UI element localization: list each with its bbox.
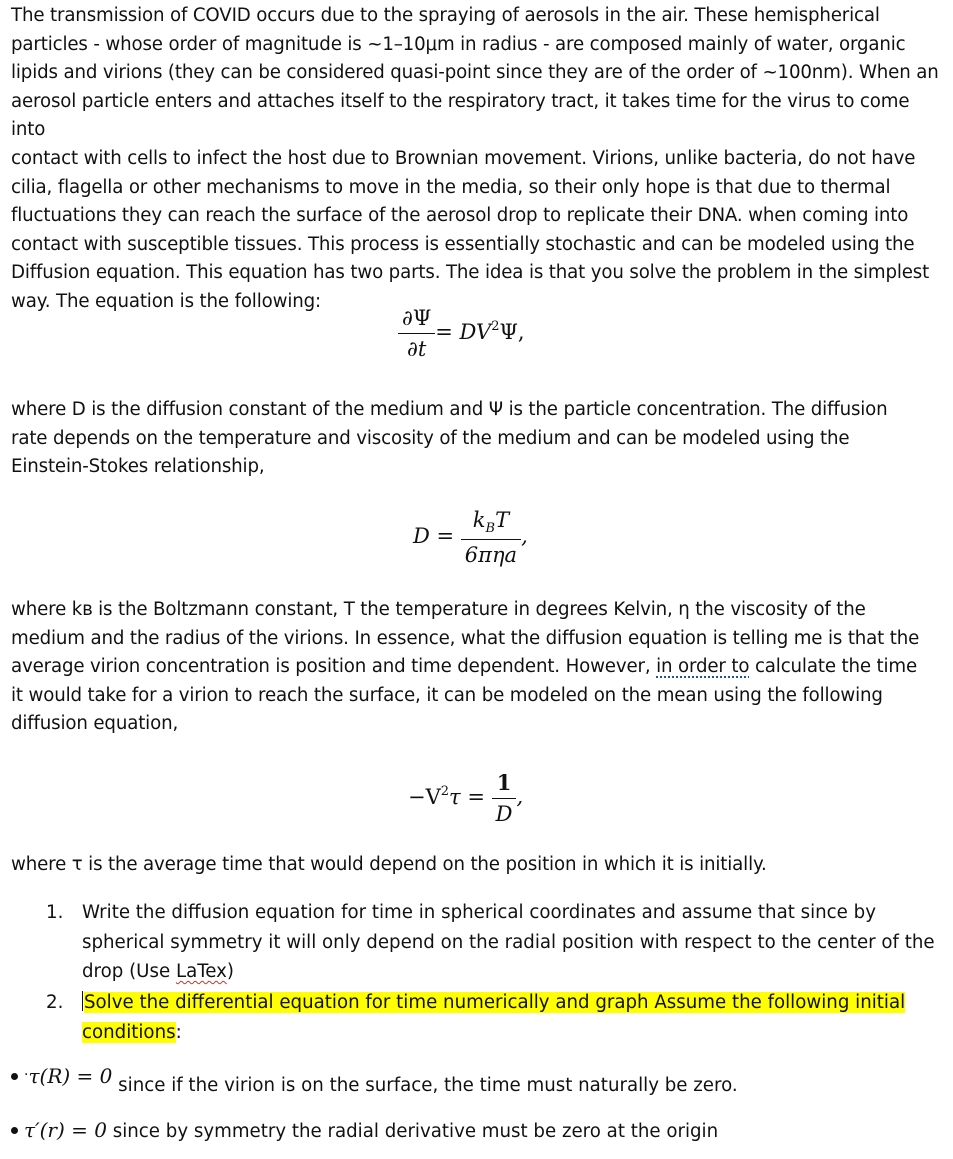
intro-line: The transmission of COVID occurs due to the spraying of aerosols in the air. These hemispherical bbox=[11, 5, 880, 26]
eq1-denominator: ∂t bbox=[406, 337, 427, 361]
eq3-trail: , bbox=[516, 784, 524, 809]
eq1-fraction bbox=[398, 306, 435, 361]
eq1-rhs-post: Ψ, bbox=[499, 320, 525, 344]
intro-line: particles - whose order of magnitude is ~1–10μm in radius - are composed mainly of water, organic bbox=[11, 33, 906, 55]
text-cursor bbox=[82, 991, 83, 1011]
list-item-1-marker: 1. bbox=[46, 902, 64, 923]
bullet-item bbox=[11, 1118, 941, 1142]
bullet-dot-icon bbox=[11, 1127, 18, 1134]
list-item-2-line-1 bbox=[82, 988, 942, 1018]
intro-line: cilia, flagella or other mechanisms to move in the media, so their only hope is that due to thermal bbox=[11, 176, 891, 198]
bullet-item bbox=[11, 1064, 941, 1096]
eq1-rhs-pre: = DV bbox=[435, 320, 492, 344]
intro-line: Diffusion equation. This equation has two parts. The idea is that you solve the problem in the simplest bbox=[11, 262, 930, 284]
para4-line: where τ is the average time that would depend on the position in which it is initially. bbox=[11, 854, 767, 875]
eq1-rhs-sup: 2 bbox=[491, 319, 500, 334]
para3-line3-pre: average virion concentration is position and time dependent. However, bbox=[11, 656, 657, 678]
diffusion-constant-paragraph bbox=[11, 396, 941, 482]
list-item-1-line-1: Write the diffusion equation for time in spherical coordinates and assume that since by bbox=[82, 902, 876, 923]
eq3-fraction bbox=[492, 770, 517, 826]
eq1-numerator: ∂Ψ bbox=[398, 306, 435, 334]
eq2-fraction bbox=[461, 508, 521, 567]
intro-line: contact with susceptible tissues. This process is essentially stochastic and can be modeled using the bbox=[11, 233, 915, 255]
intro-line: aerosol particle enters and attaches itself to the respiratory tract, it takes time for the virus to come into bbox=[11, 90, 910, 141]
list-item-2 bbox=[82, 988, 942, 1047]
bullet-text: since by symmetry the radial derivative must be zero at the origin bbox=[106, 1121, 719, 1142]
list-item-2-line-2 bbox=[82, 1018, 942, 1048]
intro-line: fluctuations they can reach the surface of the aerosol drop to replicate their DNA. when coming into bbox=[11, 205, 909, 227]
para3-line-5: diffusion equation, bbox=[11, 713, 179, 735]
intro-line: way. The equation is the following: bbox=[11, 290, 321, 312]
eq2-lhs: D = bbox=[413, 524, 455, 549]
tau-paragraph bbox=[11, 851, 941, 880]
spelling-flag-latex[interactable]: LaTex bbox=[175, 961, 227, 983]
eq2-denominator: 6πηa bbox=[464, 543, 518, 568]
list-item-2-line2-post: : bbox=[175, 1021, 182, 1043]
bullet-math: τ′(r) = 0 bbox=[24, 1118, 107, 1142]
diffusion-equation bbox=[398, 306, 525, 361]
intro-paragraph bbox=[11, 2, 941, 317]
intro-line: contact with cells to infect the host due to Brownian movement. Virions, unlike bacteria, do not have bbox=[11, 147, 916, 169]
highlighted-text[interactable]: conditions bbox=[82, 1021, 176, 1043]
einstein-stokes-equation bbox=[413, 508, 528, 567]
bullet-math: τ(R) = 0 bbox=[28, 1064, 113, 1088]
eq3-denominator: D bbox=[495, 802, 513, 826]
eq2-num-k: k bbox=[472, 508, 486, 532]
para3-line-4: it would take for a virion to reach the surface, it can be modeled on the mean using the following bbox=[11, 684, 883, 706]
eq3-lhs-pre: −V bbox=[408, 784, 441, 809]
bullet-dot-icon bbox=[11, 1073, 18, 1080]
list-item-1-line3-pre: drop (Use bbox=[82, 961, 176, 983]
list-item-1-line-2: spherical symmetry it will only depend on the radial position with respect to the center of the bbox=[82, 931, 935, 953]
para3-line-1: where kʙ is the Boltzmann constant, T the temperature in degrees Kelvin, η the viscosity of the bbox=[11, 599, 866, 620]
eq3-numerator: 1 bbox=[492, 770, 517, 799]
highlighted-text[interactable]: Solve the differential equation for time numerically and graph Assume the following initial bbox=[84, 992, 906, 1013]
list-item-2-marker: 2. bbox=[46, 992, 64, 1013]
eq2-num-t: T bbox=[495, 508, 510, 532]
eq1-rhs bbox=[435, 320, 524, 344]
grammar-suggestion-in-order-to[interactable]: in order to bbox=[656, 656, 750, 678]
eq2-num-sub: B bbox=[485, 521, 496, 537]
list-item-1 bbox=[82, 898, 942, 987]
boltzmann-paragraph bbox=[11, 596, 941, 739]
para2-line: Einstein-Stokes relationship, bbox=[11, 456, 265, 478]
eq3-lhs-post: τ = bbox=[449, 784, 485, 809]
eq3-lhs bbox=[408, 785, 485, 809]
bullet-middot: · bbox=[24, 1067, 29, 1083]
eq2-numerator bbox=[461, 508, 521, 540]
bullet-text: since if the virion is on the surface, the time must naturally be zero. bbox=[112, 1075, 738, 1096]
para3-line-2: medium and the radius of the virions. In essence, what the diffusion equation is telling me is that the bbox=[11, 627, 920, 649]
intro-line: lipids and virions (they can be considered quasi-point since they are of the order of ~100nm). When an bbox=[11, 62, 939, 84]
eq3-lhs-sup: 2 bbox=[440, 783, 450, 799]
list-item-1-line3-post: ) bbox=[226, 961, 234, 983]
list-item-1-line-3 bbox=[82, 957, 942, 987]
para3-line-3 bbox=[11, 653, 941, 682]
para3-line3-post: calculate the time bbox=[749, 656, 918, 678]
para2-line: where D is the diffusion constant of the medium and Ψ is the particle concentration. The diffusion bbox=[11, 399, 888, 420]
mean-time-equation bbox=[408, 770, 523, 826]
para2-line: rate depends on the temperature and viscosity of the medium and can be modeled using the bbox=[11, 427, 850, 449]
eq2-trail: , bbox=[521, 524, 528, 549]
